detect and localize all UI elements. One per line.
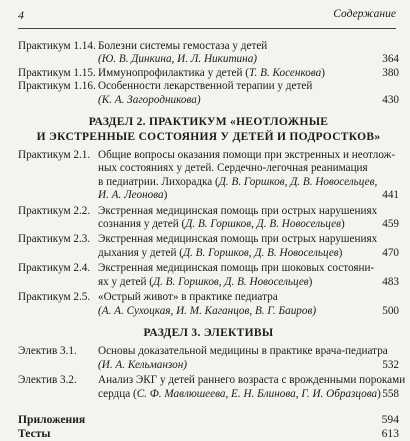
toc-entry-3-2[interactable]: Электив 3.2. Анализ ЭКГ у детей раннего возраста с врожденными пороками сердца (С. Ф. Мавлюшеева, Е. Н. Блинова, Г. И. Образцова) 558 [18, 374, 406, 400]
entry-label: Практикум 2.2. [18, 204, 91, 217]
entry-page: 483 [382, 275, 399, 288]
entry-page: 380 [382, 66, 399, 79]
entry-label: Электив 3.1. [18, 345, 77, 358]
entry-page: 532 [382, 358, 399, 371]
toc-entry-3-1[interactable]: Электив 3.1. Основы доказательной медицины в практике врача-педиатра (И. А. Кельманзон) 532 [18, 345, 399, 371]
entry-authors: Ю. В. Динкина, И. Л. Никитина [101, 53, 254, 66]
section-3-title: РАЗДЕЛ 3. ЭЛЕКТИВЫ [143, 326, 274, 339]
entry-label: Практикум 2.5. [18, 291, 91, 304]
entry-page: 558 [382, 387, 399, 400]
toc-entry-1-14[interactable]: Практикум 1.14. Болезни системы гемостаза у детей (Ю. В. Динкина, И. Л. Никитина) 364 [18, 40, 399, 66]
entry-authors: Т. В. Косенкова [248, 66, 322, 79]
toc-entry-2-1[interactable]: Практикум 2.1. Общие вопросы оказания помощи при экстренных и неотлож- ных состояниях у детей. Сердечно-легочная реанимация в педиатрии. Лихорадка (Д. В. Горшков, Д. В. Новосельцев, И. А. Леонова) 441 [18, 149, 399, 202]
entry-title: Особенности лекарственной терапии у детей [98, 80, 313, 93]
entry-page: 364 [382, 53, 399, 66]
entry-title: Экстренная медицинская помощь при острых нарушениях [98, 204, 378, 217]
toc-entry-1-16[interactable]: Практикум 1.16. Особенности лекарственной терапии у детей (К. А. Загородникова) 430 [18, 80, 399, 106]
entry-page: 613 [381, 427, 399, 441]
toc-entry-1-15[interactable]: Практикум 1.15. Иммунопрофилактика у детей (Т. В. Косенкова) 380 [18, 66, 399, 79]
entry-title: Болезни системы гемостаза у детей [98, 40, 268, 52]
entry-authors: Д. В. Горшков, Д. В. Новосельцев, [218, 175, 378, 188]
toc-entry-appendices[interactable] [18, 413, 399, 427]
section-2-title: РАЗДЕЛ 2. ПРАКТИКУМ «НЕОТЛОЖНЫЕ И ЭКСТРЕННЫЕ СОСТОЯНИЯ У ДЕТЕЙ И ПОДРОСТКОВ» [36, 116, 381, 143]
page-number: 4 [18, 8, 24, 22]
entry-label: Тесты [18, 427, 51, 441]
entry-authors: А. А. Сухоцкая, И. М. Каганцов, В. Г. Баиров [101, 304, 313, 317]
entry-label: Практикум 2.4. [18, 262, 91, 275]
entry-label: Электив 3.2. [18, 374, 77, 387]
toc-entry-2-3[interactable]: Практикум 2.3. Экстренная медицинская помощь при острых нарушениях дыхания у детей (Д. В. Горшков, Д. В. Новосельцев) 470 [18, 233, 399, 259]
entry-title: «Острый живот» в практике педиатра [98, 291, 278, 304]
entry-authors: Д. В. Горшков, Д. В. Новосельцев [185, 218, 341, 231]
entry-page: 500 [382, 304, 399, 317]
entry-title: Экстренная медицинская помощь при острых нарушениях [98, 233, 378, 246]
toc-entry-2-4[interactable]: Практикум 2.4. Экстренная медицинская помощь при шоковых состояни- ях у детей (Д. В. Горшков, Д. В. Новосельцев) 483 [18, 262, 399, 288]
entry-label: Приложения [18, 413, 86, 427]
page-header [18, 8, 396, 29]
entry-title: Анализ ЭКГ у детей раннего возраста с врожденными пороками [98, 374, 406, 387]
entry-label: Практикум 2.1. [18, 149, 91, 162]
entry-title: Экстренная медицинская помощь при шоковых состояни- [98, 262, 375, 275]
entry-page: 459 [382, 218, 399, 231]
entry-authors: И. А. Кельманзон [101, 358, 184, 371]
entry-authors: Д. В. Горшков, Д. В. Новосельцев [182, 246, 339, 259]
table-of-contents [18, 40, 406, 441]
entry-label: Практикум 1.16. [18, 80, 96, 93]
entry-page: 470 [382, 246, 399, 259]
entry-page: 594 [381, 413, 399, 427]
entry-label: Практикум 1.14. [18, 40, 96, 52]
entry-title: Основы доказательной медицины в практике врача-педиатра [98, 345, 388, 358]
entry-page: 430 [382, 93, 399, 106]
entry-title: Иммунопрофилактика у детей ( [98, 66, 249, 79]
entry-label: Практикум 2.3. [18, 233, 91, 246]
entry-page: 441 [382, 189, 399, 202]
entry-label: Практикум 1.15. [18, 66, 96, 79]
entry-authors: Д. В. Горшков, Д. В. Новосельцев [152, 275, 309, 288]
entry-title: Общие вопросы оказания помощи при экстренных и неотлож- [98, 149, 396, 162]
entry-authors: К. А. Загородникова [101, 93, 197, 106]
entry-authors: С. Ф. Мавлюшеева, Е. Н. Блинова, Г. И. Образцова [136, 387, 378, 400]
toc-entry-2-5[interactable]: Практикум 2.5. «Острый живот» в практике педиатра (А. А. Сухоцкая, И. М. Каганцов, В. Г. Баиров) 500 [18, 291, 399, 317]
toc-entry-tests[interactable] [18, 427, 399, 441]
running-title: Содержание [333, 8, 396, 20]
toc-entry-2-2[interactable]: Практикум 2.2. Экстренная медицинская помощь при острых нарушениях сознания у детей (Д. В. Горшков, Д. В. Новосельцев) 459 [18, 204, 399, 231]
